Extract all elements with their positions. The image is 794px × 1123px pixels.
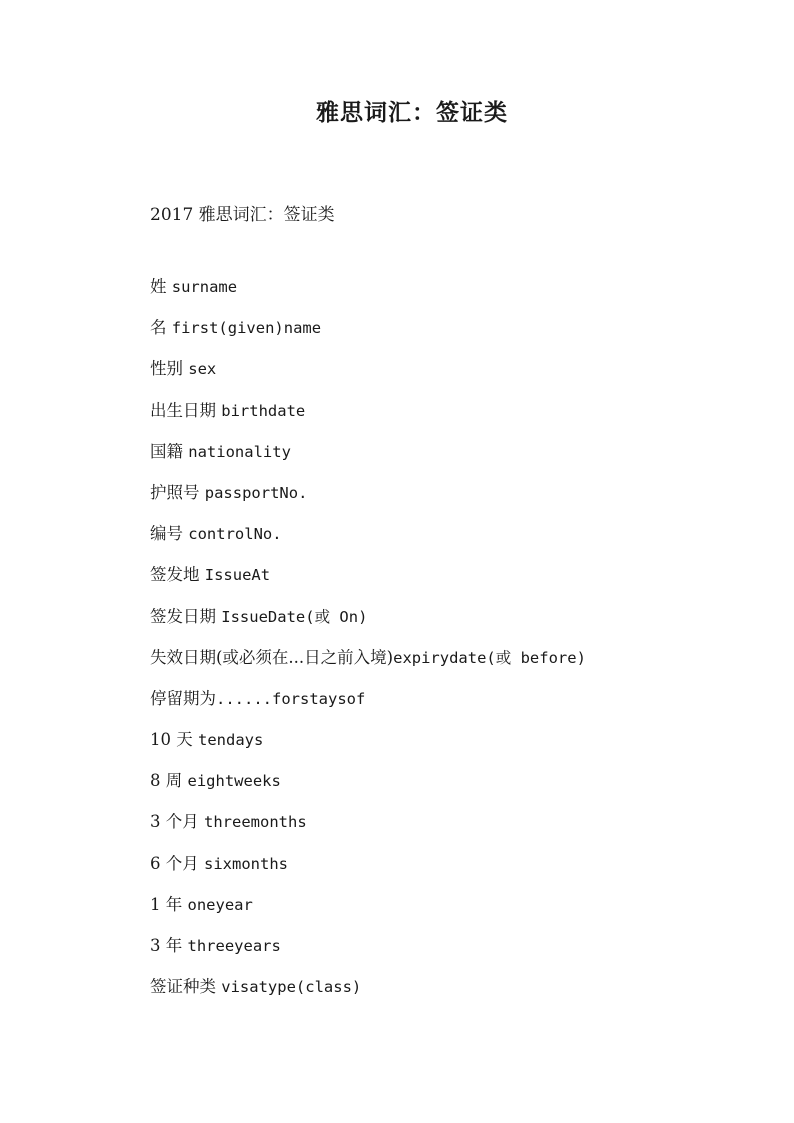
vocab-chinese: 编号: [150, 524, 189, 544]
vocab-english: IssueAt: [204, 566, 271, 585]
vocab-chinese: 停留期为: [150, 688, 216, 708]
vocabulary-list: [150, 275, 586, 1016]
vocab-item: [150, 810, 586, 851]
vocab-english: eightweeks: [187, 772, 281, 791]
vocab-item: [150, 934, 586, 975]
vocab-english: passportNo.: [204, 483, 308, 502]
document-title: 雅思词汇：签证类: [316, 99, 508, 126]
vocab-english: birthdate: [221, 401, 306, 420]
vocab-chinese: 3 年: [150, 936, 188, 955]
vocab-item: [150, 605, 586, 646]
vocab-item: [150, 852, 586, 893]
vocab-chinese: 出生日期: [150, 400, 222, 420]
vocab-chinese: 10 天: [150, 730, 198, 750]
vocab-english: threemonths: [204, 813, 307, 832]
vocab-item: [150, 646, 586, 687]
vocab-english: sixmonths: [204, 854, 288, 873]
vocab-chinese: 护照号: [150, 482, 205, 502]
vocab-english: expirydate(或 before): [393, 648, 586, 667]
vocab-english: threeyears: [187, 937, 281, 955]
vocab-english: tendays: [198, 731, 264, 750]
vocab-english: first(given)name: [171, 319, 322, 338]
vocab-english: visatype(class): [221, 978, 362, 997]
vocab-item: [150, 399, 586, 440]
vocab-item: [150, 316, 586, 357]
vocab-chinese: 3 个月: [150, 812, 204, 832]
vocab-chinese: 失效日期(或必须在...日之前入境): [150, 647, 394, 667]
vocab-english: IssueDate(或 On): [221, 607, 368, 626]
vocab-item: [150, 975, 586, 1016]
vocab-chinese: 签发地: [150, 565, 205, 585]
vocab-chinese: 名: [150, 318, 172, 338]
vocab-chinese: 签发日期: [150, 606, 222, 626]
vocab-english: nationality: [188, 442, 291, 461]
vocab-chinese: 1 年: [150, 894, 188, 914]
vocab-item: [150, 522, 586, 563]
vocab-chinese: 性别: [150, 359, 189, 379]
vocab-english: surname: [171, 278, 238, 296]
vocab-chinese: 签证种类: [150, 977, 222, 997]
vocab-english: oneyear: [187, 895, 253, 914]
vocab-item: [150, 728, 586, 769]
vocab-chinese: 6 个月: [150, 853, 204, 873]
document-subtitle: 2017 雅思词汇：签证类: [150, 205, 335, 225]
vocab-item: [150, 440, 586, 481]
vocab-item: [150, 357, 586, 398]
vocab-item: [150, 275, 586, 316]
vocab-chinese: 国籍: [150, 441, 189, 461]
vocab-item: [150, 481, 586, 522]
vocab-item: [150, 893, 586, 934]
vocab-english: ......forstaysof: [216, 689, 366, 708]
vocab-chinese: 姓: [150, 277, 172, 296]
vocab-item: [150, 563, 586, 604]
vocab-item: [150, 769, 586, 810]
vocab-english: controlNo.: [188, 525, 282, 544]
vocab-item: [150, 687, 586, 728]
vocab-english: sex: [188, 360, 217, 379]
vocab-chinese: 8 周: [150, 771, 188, 791]
